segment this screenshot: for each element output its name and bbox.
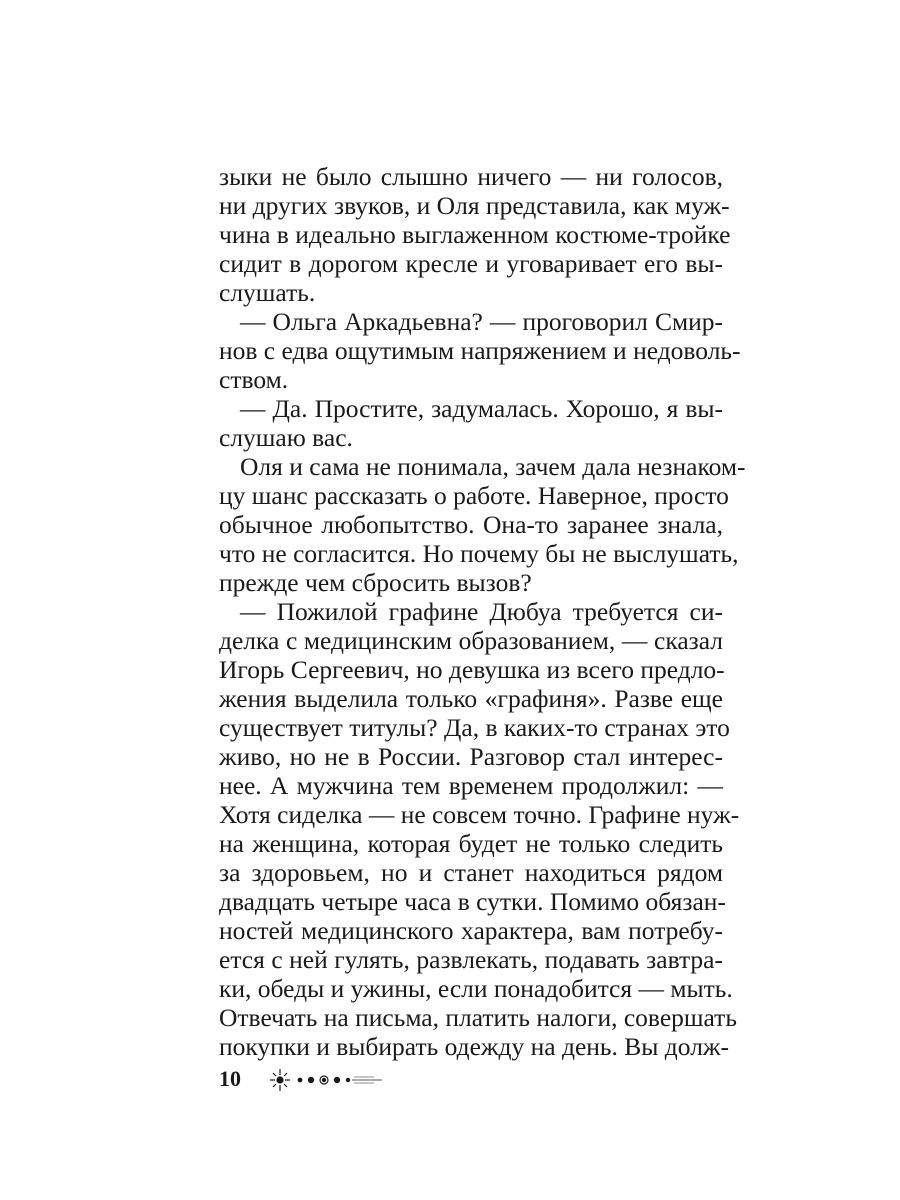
text-line-12: цу шанс рассказать о работе. Наверное, просто (219, 481, 729, 510)
text-line-11: Оля и сама не понимала, зачем дала незнаком- (240, 452, 746, 481)
text-line-28: ется с ней гулять, развлекать, подавать завтра- (219, 945, 723, 974)
text-line-19: жения выделила только «графиня». Разве еще (219, 684, 723, 713)
text-line-3: чина в идеально выглаженном костюме-тройке (219, 220, 731, 249)
text-line-5: слушать. (219, 278, 316, 307)
star-dots-ornament-icon (264, 1065, 384, 1095)
text-line-23: Хотя сиделка — не совсем точно. Графине нуж- (219, 800, 740, 829)
text-line-6: — Ольга Аркадьевна? — проговорил Смир- (240, 307, 723, 336)
text-line-25: за здоровьем, но и станет находиться рядом (219, 858, 723, 887)
text-line-24: на женщина, которая будет не только следить (219, 829, 723, 858)
text-line-29: ки, обеды и ужины, если понадобится — мыть. (219, 974, 733, 1003)
text-line-31: покупки и выбирать одежду на день. Вы долж- (219, 1032, 730, 1061)
text-line-10: слушаю вас. (219, 423, 353, 452)
text-line-21: живо, но не в России. Разговор стал интерес- (219, 742, 723, 771)
page-number: 10 (219, 1066, 241, 1091)
text-line-13: обычное любопытство. Она-то заранее знала, (219, 510, 723, 539)
text-line-2: ни других звуков, и Оля представила, как муж- (219, 191, 730, 220)
text-line-30: Отвечать на письма, платить налоги, совершать (219, 1003, 737, 1032)
text-line-27: ностей медицинского характера, вам потребу- (219, 916, 723, 945)
text-line-17: делка с медицинским образованием, — сказал (219, 626, 723, 655)
text-line-9: — Да. Простите, задумалась. Хорошо, я вы- (240, 394, 723, 423)
text-line-26: двадцать четыре часа в сутки. Помимо обязан- (219, 887, 726, 916)
text-line-20: существует титулы? Да, в каких-то странах это (219, 713, 730, 742)
text-line-15: прежде чем сбросить вызов? (219, 568, 532, 597)
text-line-8: ством. (219, 365, 289, 394)
text-line-1: зыки не было слышно ничего — ни голосов, (219, 162, 723, 191)
text-line-16: — Пожилой графине Дюбуа требуется си- (240, 597, 723, 626)
text-line-18: Игорь Сергеевич, но девушка из всего предло- (219, 655, 725, 684)
text-line-4: сидит в дорогом кресле и уговаривает его вы- (219, 249, 723, 278)
text-line-14: что не согласится. Но почему бы не выслушать, (219, 539, 739, 568)
text-line-22: нее. А мужчина тем временем продолжил: — (219, 771, 723, 800)
text-line-7: нов с едва ощутимым напряжением и недоволь- (219, 336, 741, 365)
